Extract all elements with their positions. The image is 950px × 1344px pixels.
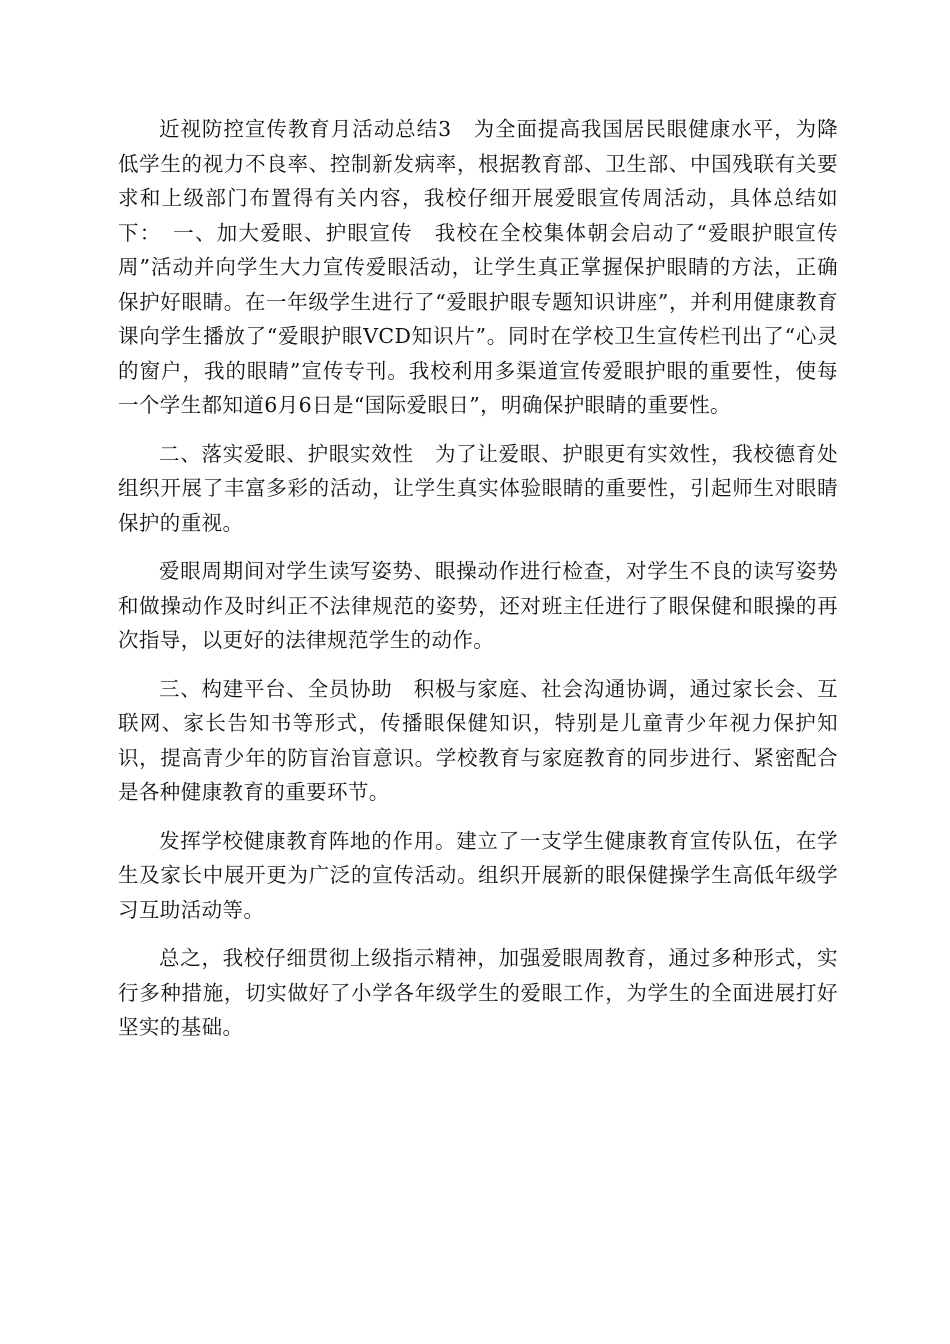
paragraph-posture-check: 爱眼周期间对学生读写姿势、眼操动作进行检查，对学生不良的读写姿势和做操动作及时纠正不法律规范的姿势，还对班主任进行了眼保健和眼操的再次指导，以更好的法律规范学生的动作。 bbox=[118, 559, 838, 652]
paragraph-platform-cooperation: 三、构建平台、全员协助 积极与家庭、社会沟通协调，通过家长会、互联网、家长告知书等形式，传播眼保健知识，特别是儿童青少年视力保护知识，提高青少年的防盲治盲意识。学校教育与家庭教育的同步进行、紧密配合是各种健康教育的重要环节。 bbox=[118, 676, 838, 804]
paragraph-intro-publicity: 近视防控宣传教育月活动总结3 为全面提高我国居民眼健康水平，为降低学生的视力不良率、控制新发病率，根据教育部、卫生部、中国残联有关要求和上级部门布置得有关内容，我校仔细开展爱眼宣传周活动，具体总结如下： 一、加大爱眼、护眼宣传 我校在全校集体朝会启动了“爱眼护眼宣传周”活动并向学生大力宣传爱眼活动，让学生真正掌握保护眼睛的方法，正确保护好眼睛。在一年级学生进行了“爱眼护眼专题知识讲座”，并利用健康教育课向学生播放了“爱眼护眼VCD知识片”。同时在学校卫生宣传栏刊出了“心灵的窗户，我的眼睛”宣传专刊。我校利用多渠道宣传爱眼护眼的重要性，使每一个学生都知道6月6日是“国际爱眼日”，明确保护眼睛的重要性。 bbox=[118, 117, 838, 417]
paragraph-effectiveness: 二、落实爱眼、护眼实效性 为了让爱眼、护眼更有实效性，我校德育处组织开展了丰富多彩的活动，让学生真实体验眼睛的重要性，引起师生对眼睛保护的重视。 bbox=[118, 441, 838, 535]
paragraph-conclusion: 总之，我校仔细贯彻上级指示精神，加强爱眼周教育，通过多种形式，实行多种措施，切实做好了小学各年级学生的爱眼工作，为学生的全面进展打好坚实的基础。 bbox=[118, 946, 838, 1039]
paragraph-gap bbox=[118, 927, 838, 941]
paragraph-gap bbox=[118, 810, 838, 824]
paragraph-gap bbox=[118, 658, 838, 672]
paragraph-health-education: 发挥学校健康教育阵地的作用。建立了一支学生健康教育宣传队伍，在学生及家长中展开更为广泛的宣传活动。组织开展新的眼保健操学生高低年级学习互助活动等。 bbox=[118, 828, 838, 922]
document-page bbox=[118, 112, 838, 1045]
paragraph-gap bbox=[118, 540, 838, 554]
paragraph-gap bbox=[118, 423, 838, 437]
